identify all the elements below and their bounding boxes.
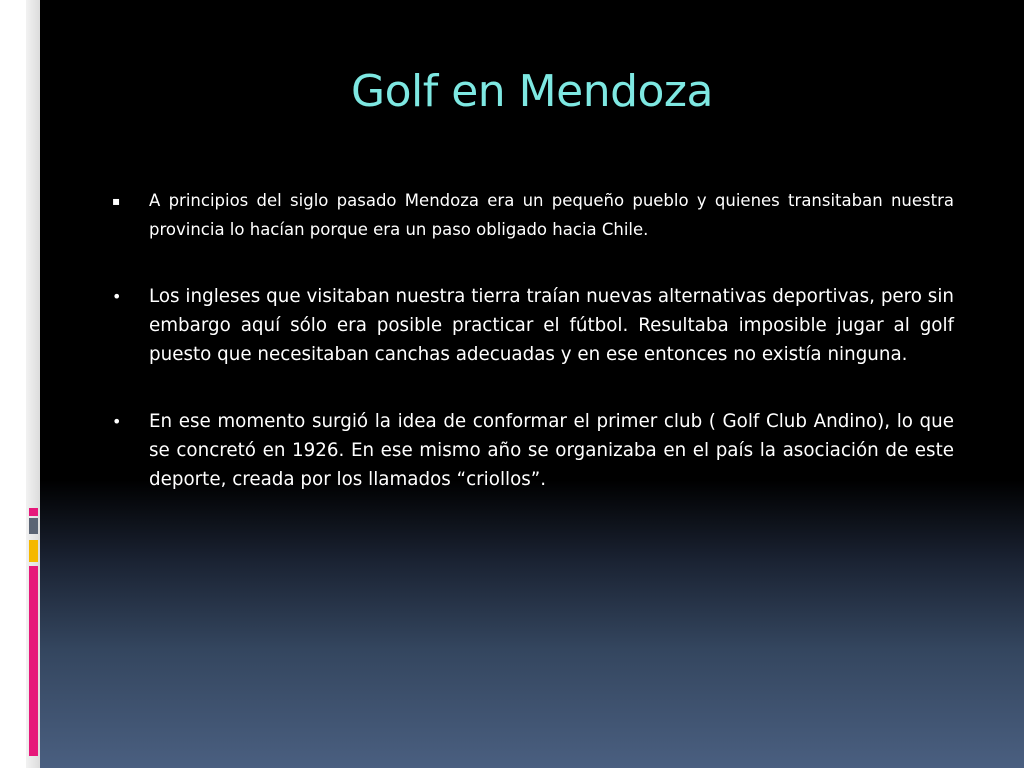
accent-bar-gray [29,518,38,534]
bullet-list [112,186,954,494]
round-bullet-icon: • [112,287,122,306]
square-bullet-icon: ▪ [112,194,121,208]
accent-bar-pink-top [29,508,38,516]
accent-bar-yellow [29,540,38,562]
bullet-item [112,407,954,494]
bullet-text: En ese momento surgió la idea de conformar el primer club ( Golf Club Andino), lo que se concretó en 1926. En ese mismo año se organizaba en el país la asociación de este deporte, creada por los llamados “criollos”. [149,411,954,490]
bullet-item [112,186,954,244]
accent-bar-pink-long [29,566,38,756]
slide-title: Golf en Mendoza [351,66,713,117]
bullet-text: A principios del siglo pasado Mendoza era un pequeño pueblo y quienes transitaban nuestra provincia lo hacían porque era un paso obligado hacia Chile. [149,191,954,239]
bullet-text: Los ingleses que visitaban nuestra tierra traían nuevas alternativas deportivas, pero sin embargo aquí sólo era posible practicar el fútbol. Resultaba imposible jugar al golf puesto que necesitaban canchas adecuadas y en ese entonces no existía ninguna. [149,286,954,365]
left-decorative-strip [0,0,26,768]
bullet-item [112,282,954,369]
round-bullet-icon: • [112,412,122,431]
